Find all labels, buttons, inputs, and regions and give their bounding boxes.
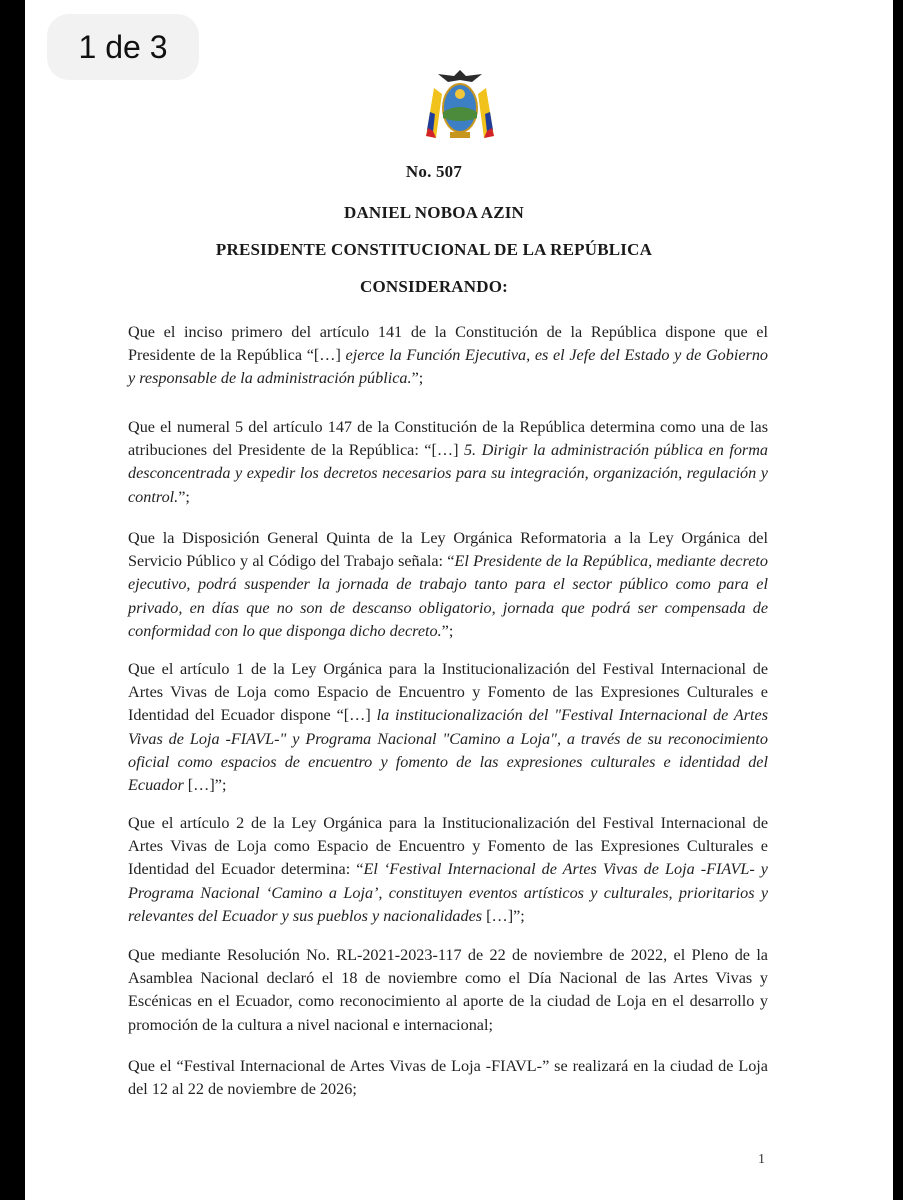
page-indicator: 1 de 3 <box>47 14 199 80</box>
considerando-paragraph: Que mediante Resolución No. RL-2021-2023-117 de 22 de noviembre de 2022, el Pleno de la Asamblea Nacional declaró el 18 de noviembre como el Día Nacional de las Artes Vivas y Escénicas en el Ecuador, como reconocimiento al aporte de la ciudad de Loja en el desarrollo y promoción de la cultura a nivel nacional e internacional; <box>128 946 768 1034</box>
president-name: DANIEL NOBOA AZIN <box>343 203 525 222</box>
office-title: PRESIDENTE CONSTITUCIONAL DE LA REPÚBLICA <box>215 240 653 259</box>
ecuador-coat-of-arms-icon <box>420 66 500 144</box>
considerando-paragraph: Que la Disposición General Quinta de la Ley Orgánica Reformatoria a la Ley Orgánica del Servicio Público y al Código del Trabajo señala: “El Presidente de la República, mediante decreto ejecutivo, podrá suspender la jornada de trabajo tanto para el sector público como para el privado, en días que no son de descanso obligatorio, jornada que podrá ser compensada de conformidad con lo que disponga dicho decreto.”; <box>128 529 768 640</box>
decree-number: No. 507 <box>405 162 463 181</box>
considerando-paragraph: Que el numeral 5 del artículo 147 de la Constitución de la República determina como una de las atribuciones del Presidente de la República: “[…] 5. Dirigir la administración pública en forma desconcentrada y expedir los decretos necesarios para su integración, organización, regulación y control.”; <box>128 418 768 506</box>
considerando-paragraph: Que el artículo 2 de la Ley Orgánica para la Institucionalización del Festival Internacional de Artes Vivas de Loja como Espacio de Encuentro y Fomento de las Expresiones Culturales e Identidad del Ecuador determina: “El ‘Festival Internacional de Artes Vivas de Loja -FIAVL- y Programa Nacional ‘Camino a Loja’, constituyen eventos artísticos y culturales, prioritarios y relevantes del Ecuador y sus pueblos y nacionalidades […]”; <box>128 814 768 925</box>
considerando-paragraph: Que el artículo 1 de la Ley Orgánica para la Institucionalización del Festival Internacional de Artes Vivas de Loja como Espacio de Encuentro y Fomento de las Expresiones Culturales e Identidad del Ecuador dispone “[…] la institucionalización del "Festival Internacional de Artes Vivas de Loja -FIAVL-" y Programa Nacional "Camino a Loja", a través de su reconocimiento oficial como espacios de encuentro y fomento de las expresiones culturales e identidad del Ecuador […]”; <box>128 660 768 795</box>
page-folio: 1 <box>758 1152 765 1167</box>
considerando-paragraph: Que el “Festival Internacional de Artes Vivas de Loja -FIAVL-” se realizará en la ciudad de Loja del 12 al 22 de noviembre de 2026; <box>128 1057 768 1099</box>
considerando-heading: CONSIDERANDO: <box>359 277 509 296</box>
considerando-paragraph: Que el inciso primero del artículo 141 de la Constitución de la República dispone que el Presidente de la República “[…] ejerce la Función Ejecutiva, es el Jefe del Estado y de Gobierno y responsable de la administración pública.”; <box>128 323 769 388</box>
